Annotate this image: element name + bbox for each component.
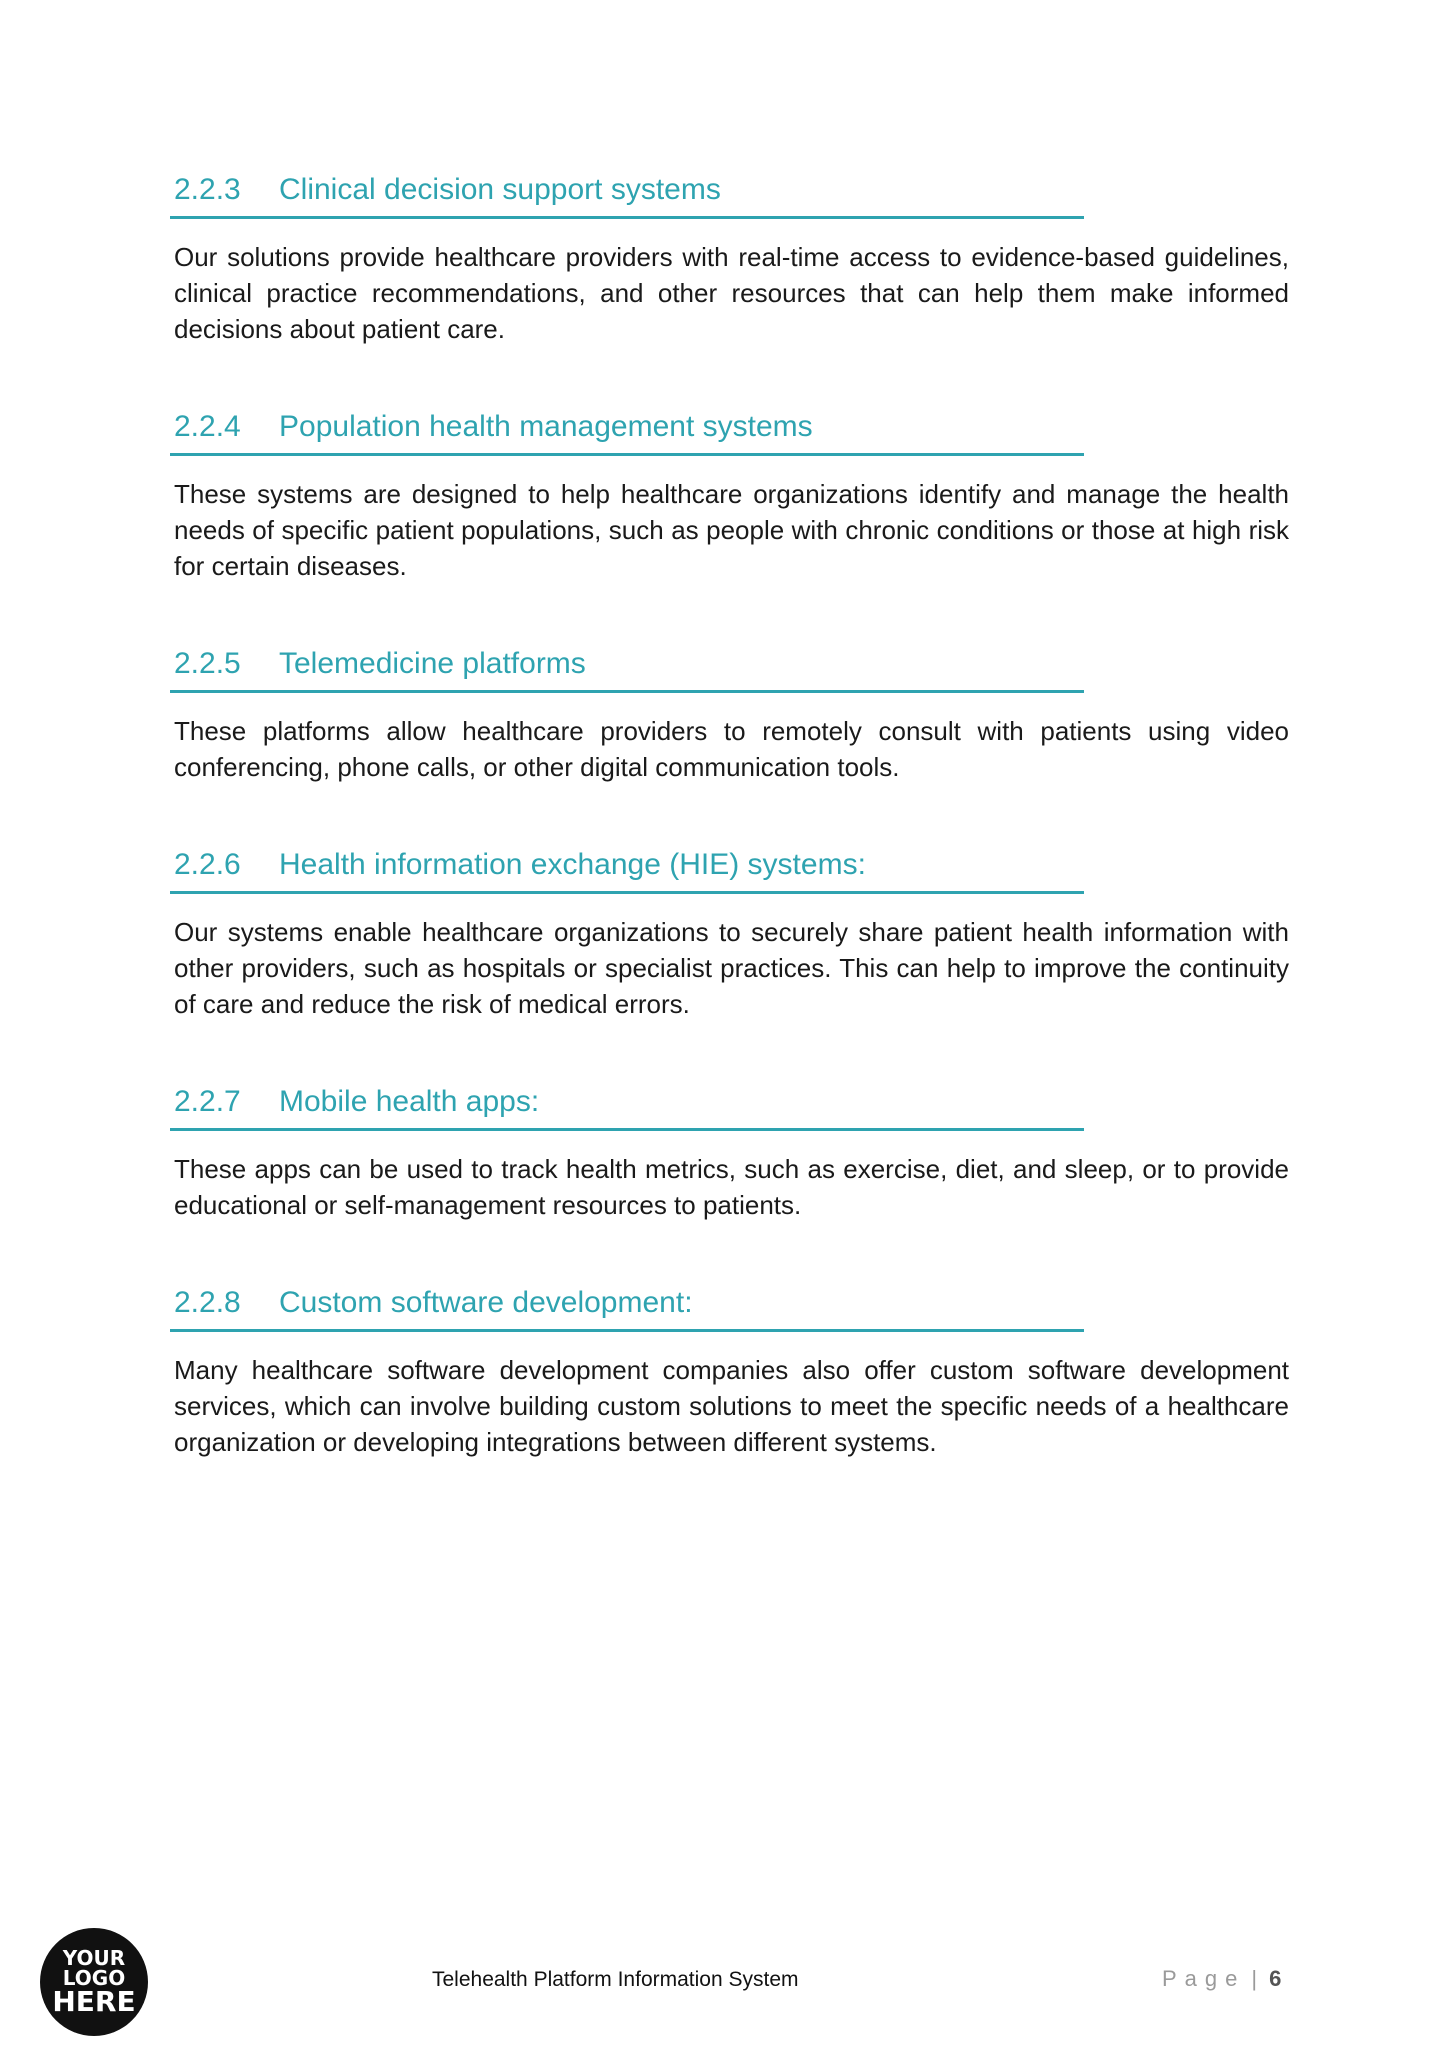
section-number: 2.2.6 (174, 848, 241, 881)
footer-page-indicator (1162, 1966, 1281, 1992)
section-2-2-4 (174, 407, 1289, 584)
section-title: Health information exchange (HIE) systems: (279, 848, 866, 881)
section-number: 2.2.8 (174, 1286, 241, 1319)
logo-placeholder (40, 1928, 148, 2036)
section-body: Many healthcare software development companies also offer custom software development services, which can involve building custom solutions to meet the specific needs of a healthcare organization or developing integrations between different systems. (174, 1355, 1289, 1457)
section-2-2-7 (174, 1082, 1289, 1223)
section-title: Custom software development: (279, 1286, 693, 1319)
section-body: These apps can be used to track health metrics, such as exercise, diet, and sleep, or to provide educational or self-management resources to patients. (174, 1154, 1289, 1220)
section-body: These systems are designed to help healthcare organizations identify and manage the health needs of specific patient populations, such as people with chronic conditions or those at high risk for certain diseases. (174, 479, 1289, 581)
section-title: Mobile health apps: (279, 1085, 540, 1118)
section-2-2-3 (174, 170, 1289, 347)
section-title: Telemedicine platforms (279, 647, 586, 680)
section-2-2-5 (174, 644, 1289, 785)
footer-page-label: Page (1162, 1966, 1246, 1991)
section-number: 2.2.3 (174, 173, 241, 206)
section-title: Clinical decision support systems (279, 173, 721, 206)
section-body: Our solutions provide healthcare providers with real-time access to evidence-based guidelines, clinical practice recommendations, and other resources that can help them make informed decisions about patient care. (174, 242, 1289, 344)
section-number: 2.2.7 (174, 1085, 241, 1118)
logo-line: LOGO (62, 1966, 126, 1990)
logo-line: HERE (52, 1985, 136, 2018)
page-content (174, 170, 1289, 1460)
section-2-2-8 (174, 1283, 1289, 1460)
footer-separator: | (1251, 1966, 1258, 1991)
section-2-2-6 (174, 845, 1289, 1022)
section-body: Our systems enable healthcare organizations to securely share patient health information with other providers, such as hospitals or specialist practices. This can help to improve the continuity of care and reduce the risk of medical errors. (174, 917, 1289, 1019)
section-heading (170, 407, 1084, 456)
section-heading (170, 1082, 1084, 1131)
section-heading (170, 644, 1084, 693)
section-title: Population health management systems (279, 410, 813, 443)
section-heading (170, 845, 1084, 894)
logo-line: YOUR (62, 1946, 126, 1970)
section-body: These platforms allow healthcare providers to remotely consult with patients using video conferencing, phone calls, or other digital communication tools. (174, 716, 1289, 782)
footer-page-number: 6 (1269, 1966, 1282, 1991)
section-heading (170, 170, 1084, 219)
section-number: 2.2.5 (174, 647, 241, 680)
section-heading (170, 1283, 1084, 1332)
section-number: 2.2.4 (174, 410, 241, 443)
footer-document-title: Telehealth Platform Information System (432, 1968, 799, 1991)
